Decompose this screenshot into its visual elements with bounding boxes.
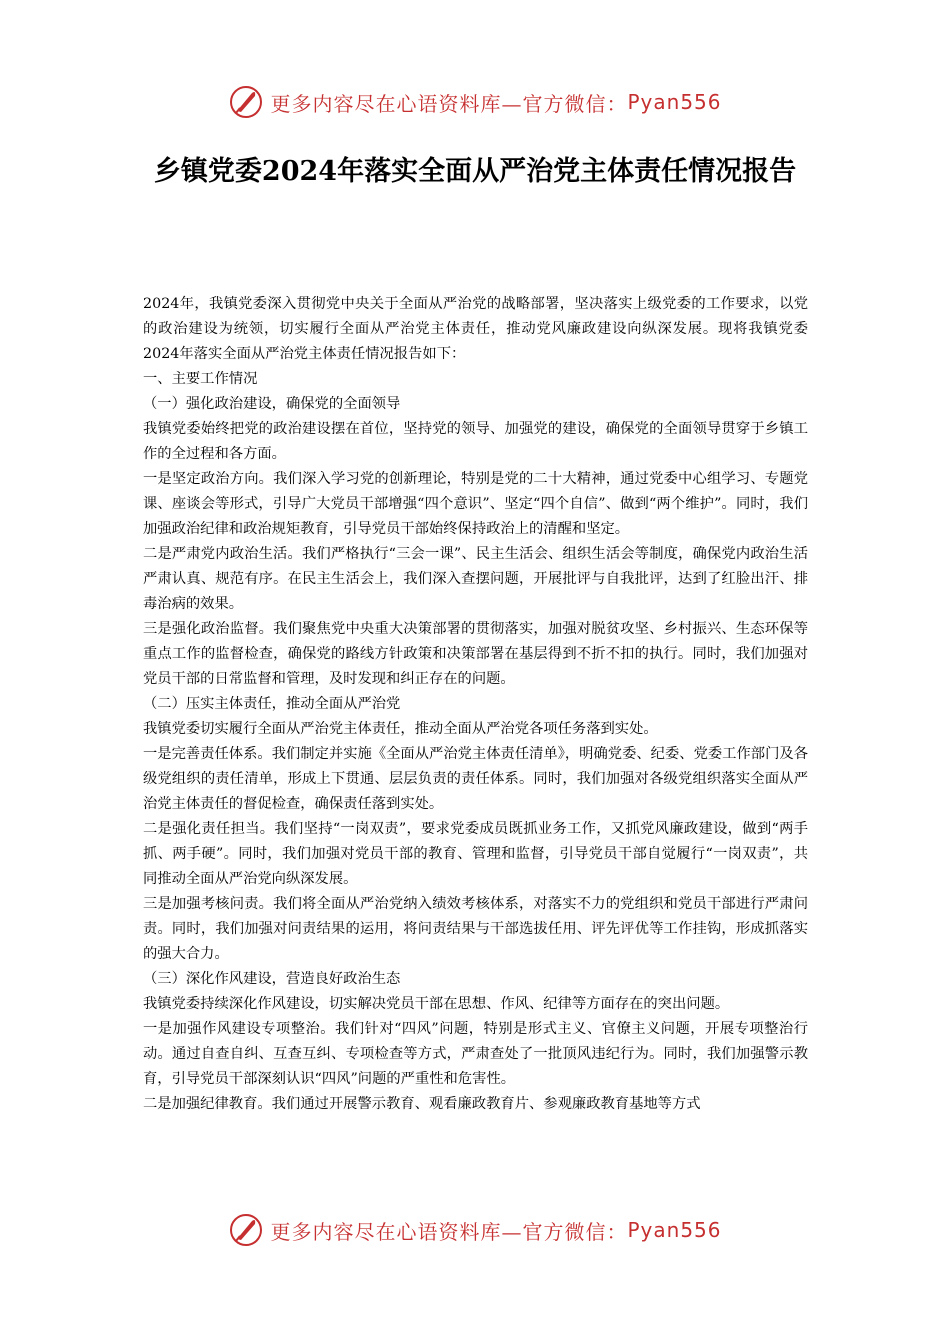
header-watermark-banner — [0, 82, 950, 122]
paragraph: 三是强化政治监督。我们聚焦党中央重大决策部署的贯彻落实，加强对脱贫攻坚、乡村振兴、生态环保等重点工作的监督检查，确保党的路线方针政策和决策部署在基层得到不折不扣的执行。同时，我们加强对党员干部的日常监督和管理，及时发现和纠正存在的问题。 — [143, 621, 808, 687]
subsection-heading: （三）深化作风建设，营造良好政治生态 — [143, 971, 401, 987]
paragraph: 一是加强作风建设专项整治。我们针对“四风”问题，特别是形式主义、官僚主义问题，开展专项整治行动。通过自查自纠、互查互纠、专项检查等方式，严肃查处了一批顶风违纪行为。同时，我们加强警示教育，引导党员干部深刻认识“四风”问题的严重性和危害性。 — [143, 1021, 808, 1087]
banner-wechat-id: Pyan556 — [627, 90, 722, 114]
paragraph: 二是强化责任担当。我们坚持“一岗双责”，要求党委成员既抓业务工作，又抓党风廉政建设，做到“两手抓、两手硬”。同时，我们加强对党员干部的教育、管理和监督，引导党员干部自觉履行“一岗双责”，共同推动全面从严治党向纵深发展。 — [143, 821, 808, 887]
subsection-heading: （一）强化政治建设，确保党的全面领导 — [143, 396, 401, 412]
subsection-heading: （二）压实主体责任，推动全面从严治党 — [143, 696, 401, 712]
paragraph: 2024年，我镇党委深入贯彻党中央关于全面从严治党的战略部署，坚决落实上级党委的工作要求，以党的政治建设为统领，切实履行全面从严治党主体责任，推动党风廉政建设向纵深发展。现将我镇党委2024年落实全面从严治党主体责任情况报告如下： — [143, 296, 808, 362]
paragraph: 三是加强考核问责。我们将全面从严治党纳入绩效考核体系，对落实不力的党组织和党员干部进行严肃问责。同时，我们加强对问责结果的运用，将问责结果与干部选拔任用、评先评优等工作挂钩，形成抓落实的强大合力。 — [143, 896, 808, 962]
banner-text: 更多内容尽在心语资料库—官方微信： — [270, 1219, 628, 1244]
paragraph: 二是加强纪律教育。我们通过开展警示教育、观看廉政教育片、参观廉政教育基地等方式 — [143, 1096, 701, 1112]
paragraph: 我镇党委持续深化作风建设，切实解决党员干部在思想、作风、纪律等方面存在的突出问题。 — [143, 996, 730, 1012]
section-heading: 一、主要工作情况 — [143, 371, 258, 387]
paragraph: 一是坚定政治方向。我们深入学习党的创新理论，特别是党的二十大精神，通过党委中心组学习、专题党课、座谈会等形式，引导广大党员干部增强“四个意识”、坚定“四个自信”、做到“两个维护”。同时，我们加强政治纪律和政治规矩教育，引导党员干部始终保持政治上的清醒和坚定。 — [143, 471, 808, 537]
banner-text: 更多内容尽在心语资料库—官方微信： — [270, 91, 628, 116]
paragraph: 我镇党委切实履行全面从严治党主体责任，推动全面从严治党各项任务落到实处。 — [143, 721, 658, 737]
document-title: 乡镇党委2024年落实全面从严治党主体责任情况报告 — [153, 156, 797, 187]
quill-logo-icon — [228, 1212, 264, 1248]
footer-watermark-banner — [0, 1210, 950, 1250]
paragraph: 二是严肃党内政治生活。我们严格执行“三会一课”、民主生活会、组织生活会等制度，确保党内政治生活严肃认真、规范有序。在民主生活会上，我们深入查摆问题，开展批评与自我批评，达到了红脸出汗、排毒治病的效果。 — [143, 546, 808, 612]
banner-wechat-id: Pyan556 — [627, 1218, 722, 1242]
paragraph: 我镇党委始终把党的政治建设摆在首位，坚持党的领导、加强党的建设，确保党的全面领导贯穿于乡镇工作的全过程和各方面。 — [143, 421, 808, 462]
paragraph: 一是完善责任体系。我们制定并实施《全面从严治党主体责任清单》，明确党委、纪委、党委工作部门及各级党组织的责任清单，形成上下贯通、层层负责的责任体系。同时，我们加强对各级党组织落实全面从严治党主体责任的督促检查，确保责任落到实处。 — [143, 746, 808, 812]
quill-logo-icon — [228, 84, 264, 120]
document-body — [143, 292, 808, 1117]
